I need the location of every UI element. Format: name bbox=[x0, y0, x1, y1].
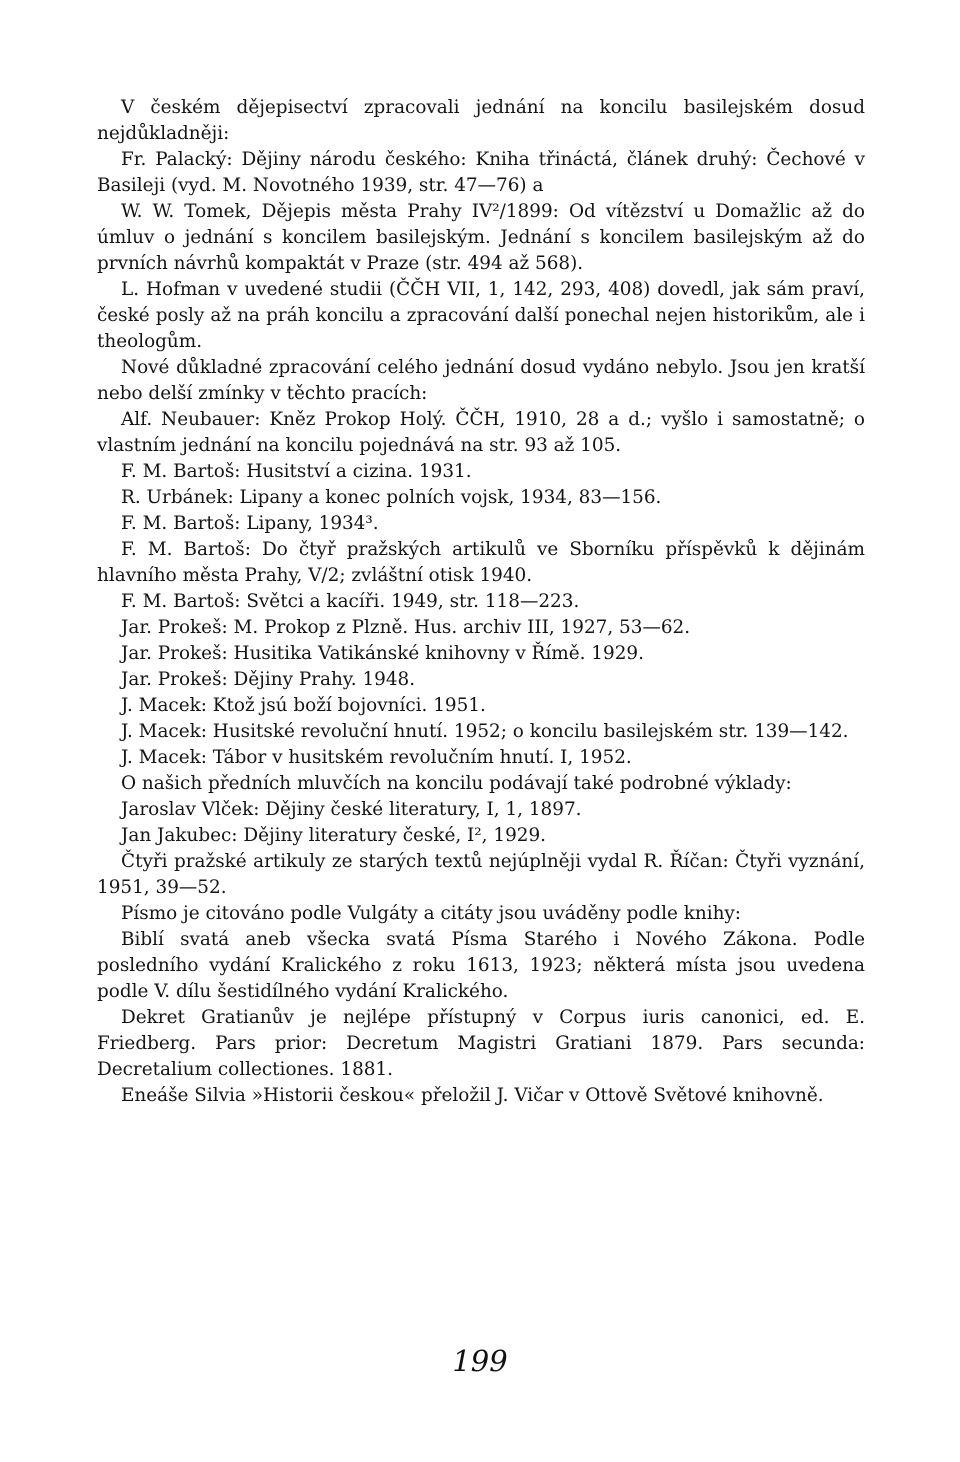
reference-bartos-1: F. M. Bartoš: Husitství a cizina. 1931. bbox=[121, 461, 472, 482]
reference-macek-2: J. Macek: Husitské revoluční hnutí. 1952; o koncilu basilejském str. 139—142. bbox=[121, 721, 849, 742]
reference-palacky: Fr. Palacký: Dějiny národu českého: Kniha třináctá, článek druhý: Čechové v Basileji (vyd. M. Novotného 1939, str. 47—76) a bbox=[97, 149, 865, 196]
reference-bartos-4: F. M. Bartoš: Světci a kacíři. 1949, str. 118—223. bbox=[121, 591, 580, 612]
reference-vlcek: Jaroslav Vlček: Dějiny české literatury, I, 1, 1897. bbox=[121, 799, 582, 820]
reference-urbanek: R. Urbánek: Lipany a konec polních vojsk, 1934, 83—156. bbox=[121, 487, 662, 508]
reference-jakubec: Jan Jakubec: Dějiny literatury české, I², 1929. bbox=[121, 825, 547, 846]
reference-prokes-3: Jar. Prokeš: Dějiny Prahy. 1948. bbox=[121, 669, 416, 690]
speakers-paragraph: O našich předních mluvčích na koncilu podávají také podrobné výklady: bbox=[121, 773, 792, 794]
page-number: 199 bbox=[452, 1344, 508, 1378]
reference-bible: Biblí svatá aneb všecka svatá Písma Starého i Nového Zákona. Podle posledního vydání Kralického z roku 1613, 1923; některá místa jsou uvedena podle V. dílu šestidílného vydání Kralického. bbox=[97, 929, 865, 1002]
reference-bartos-2: F. M. Bartoš: Lipany, 1934³. bbox=[121, 513, 379, 534]
reference-prokes-2: Jar. Prokeš: Husitika Vatikánské knihovny v Římě. 1929. bbox=[121, 643, 644, 664]
reference-bartos-3: F. M. Bartoš: Do čtyř pražských artikulů ve Sborníku příspěvků k dějinám hlavního města Prahy, V/2; zvláštní otisk 1940. bbox=[97, 539, 865, 586]
reference-macek-1: J. Macek: Ktož jsú boží bojovníci. 1951. bbox=[121, 695, 486, 716]
intro-paragraph: V českém dějepisectví zpracovali jednání na koncilu basilejském dosud nejdůkladněji: bbox=[97, 97, 865, 144]
reference-gratian: Dekret Gratianův je nejlépe přístupný v Corpus iuris canonici, ed. E. Friedberg. Pars prior: Decretum Magistri Gratiani 1879. Pars secunda: Decretalium collectiones. 1881. bbox=[97, 1007, 865, 1080]
note-paragraph: Nové důkladné zpracování celého jednání dosud vydáno nebylo. Jsou jen kratší nebo delší zmínky v těchto pracích: bbox=[97, 357, 865, 404]
scripture-paragraph: Písmo je citováno podle Vulgáty a citáty jsou uváděny podle knihy: bbox=[121, 903, 742, 924]
reference-prokes-1: Jar. Prokeš: M. Prokop z Plzně. Hus. archiv III, 1927, 53—62. bbox=[121, 617, 691, 638]
reference-silvius: Eneáše Silvia »Historii českou« přeložil J. Vičar v Ottově Světové knihovně. bbox=[121, 1085, 824, 1106]
reference-hofman: L. Hofman v uvedené studii (ČČH VII, 1, 142, 293, 408) dovedl, jak sám praví, české posly až na práh koncilu a zpracování další ponechal nejen historikům, ale i theologům. bbox=[97, 279, 865, 352]
reference-macek-3: J. Macek: Tábor v husitském revolučním hnutí. I, 1952. bbox=[121, 747, 632, 768]
reference-neubauer: Alf. Neubauer: Kněz Prokop Holý. ČČH, 1910, 28 a d.; vyšlo i samostatně; o vlastním jednání na koncilu pojednává na str. 93 až 105. bbox=[97, 409, 865, 456]
page-body bbox=[97, 95, 865, 1109]
reference-tomek: W. W. Tomek, Dějepis města Prahy IV²/1899: Od vítězství u Domažlic až do úmluv o jednání s koncilem basilejským. Jednání s koncilem basilejským až do prvních návrhů kompaktát v Praze (str. 494 až 568). bbox=[97, 201, 865, 274]
reference-rican: Čtyři pražské artikuly ze starých textů nejúplněji vydal R. Říčan: Čtyři vyznání, 1951, 39—52. bbox=[97, 851, 865, 898]
